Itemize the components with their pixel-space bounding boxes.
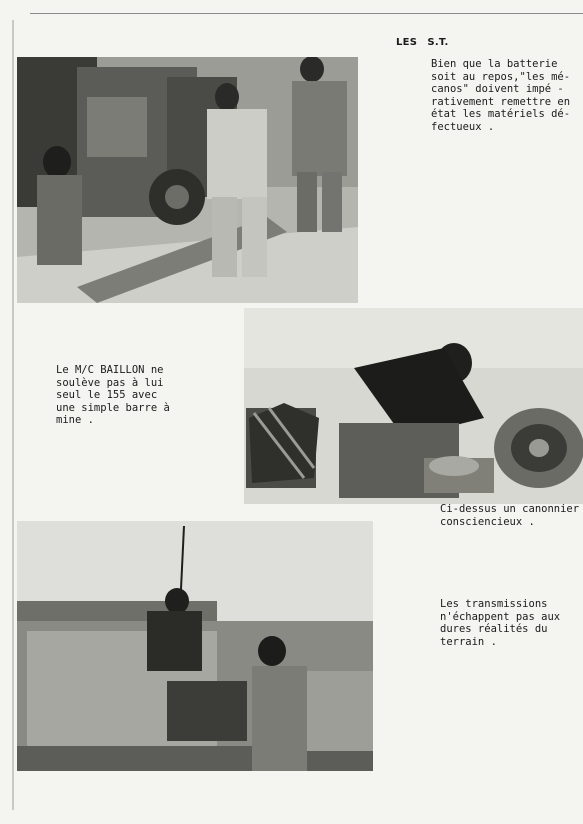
- photo-radio-operators: [17, 521, 373, 771]
- section-title-part1: LES: [396, 37, 418, 48]
- section-title-part2: S.T.: [427, 37, 449, 48]
- section-title: [396, 37, 449, 48]
- photo-gunner: [244, 308, 583, 504]
- photo-mechanics: [17, 57, 358, 303]
- caption-baillon: Le M/C BAILLON ne soulève pas à lui seul le 155 avec une simple barre à mine .: [56, 364, 170, 426]
- photo-mechanics-image: [17, 57, 358, 303]
- photo-gunner-image: [244, 308, 583, 504]
- photo-radio-operators-image: [17, 521, 373, 771]
- caption-transmissions: Les transmissions n'échappent pas aux dures réalités du terrain .: [440, 598, 561, 648]
- caption-batterie: Bien que la batterie soit au repos,"les mé- canos" doivent impé - rativement remettre en état les matériels dé- fectueux .: [431, 58, 571, 133]
- caption-canonnier: Ci-dessus un canonnier consciencieux .: [440, 503, 580, 528]
- top-rule: [30, 13, 583, 14]
- page-fold-shadow: [12, 20, 14, 810]
